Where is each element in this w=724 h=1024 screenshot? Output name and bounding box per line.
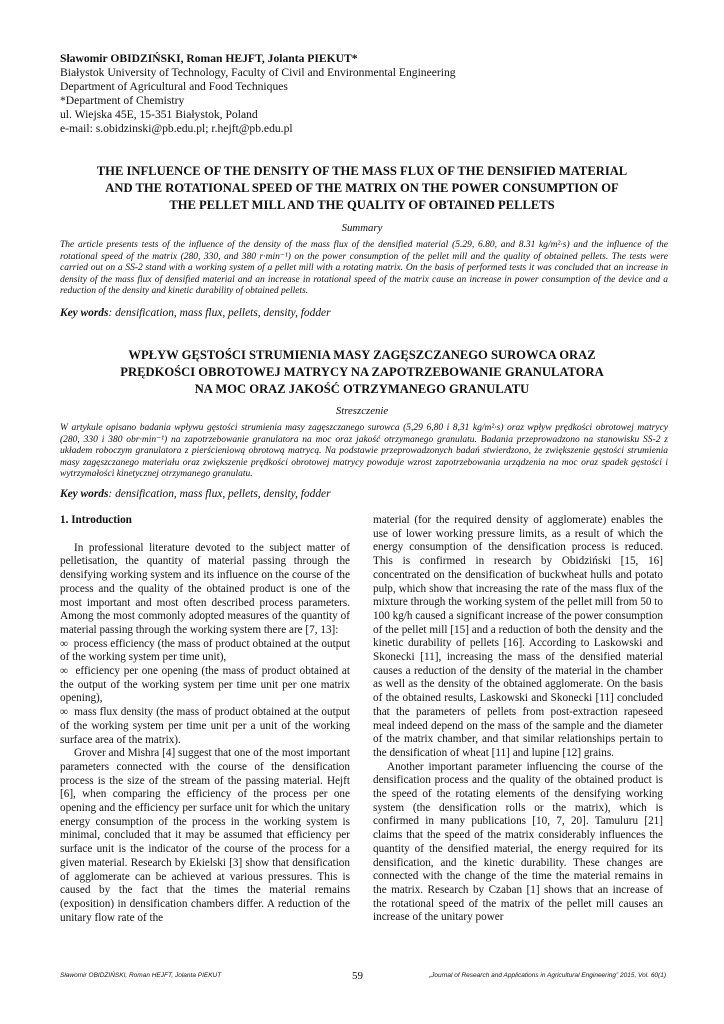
keywords-list: : densification, mass flux, pellets, density, fodder xyxy=(108,488,331,500)
infinity-bullet-icon: ∞ xyxy=(60,665,68,678)
english-title xyxy=(52,163,672,214)
english-title-line: AND THE ROTATIONAL SPEED OF THE MATRIX ON THE POWER CONSUMPTION OF xyxy=(105,181,619,195)
summary-heading: Summary xyxy=(341,222,383,234)
paragraph: Grover and Mishra [4] suggest that one of the most important parameters connected with the course of the densification process is the size of the stream of the passing material. Hejft [6], when comparing the efficiency of the process per one opening and the efficiency per surface unit for which the unitary energy consumption of the process in the working system is minimal, concluded that it may be assumed that efficiency per surface unit is the indicator of the course of the process for a given material. Research by Ekielski [3] show that densification of agglomerate can be achieved at various pressures. This is caused by the fact that the times the material remains (exposition) in densification chambers differ. A reduction of the unitary flow rate of the xyxy=(60,747,350,924)
affiliation-department: Department of Agricultural and Food Techniques xyxy=(60,80,288,93)
bullet-item xyxy=(60,665,350,706)
author-block xyxy=(60,52,670,136)
infinity-bullet-icon: ∞ xyxy=(60,706,68,719)
section-heading: 1. Introduction xyxy=(60,514,132,526)
english-keywords xyxy=(60,306,668,320)
infinity-bullet-icon: ∞ xyxy=(60,637,68,650)
polish-title-line: WPŁYW GĘSTOŚCI STRUMIENIA MASY ZAGĘSZCZANEGO SUROWCA ORAZ xyxy=(128,348,596,362)
bullet-text: process efficiency (the mass of product obtained at the output of the working system per time unit), xyxy=(60,637,351,664)
keywords-label: Key words xyxy=(60,307,109,319)
polish-title-line: NA MOC ORAZ JAKOŚĆ OTRZYMANEGO GRANULATU xyxy=(194,382,530,396)
footer-authors: Sławomir OBIDZIŃSKI, Roman HEJFT, Jolanta PIEKUT xyxy=(60,972,222,979)
streszczenie-heading: Streszczenie xyxy=(335,405,389,417)
author-email[interactable]: e-mail: s.obidzinski@pb.edu.pl; r.hejft@pb.edu.pl xyxy=(60,122,293,135)
english-abstract: The article presents tests of the influence of the density of the mass flux of the densified material (5.29, 6.80, and 8.31 kg/m²·s) and the influence of the rotational speed of the matrix (280, 330, and 380 r·min⁻¹) on the power consumption of the pellet mill and the quality of obtained pellets. The tests were carried out on a SS-2 stand with a working system of a pellet mill with a rotating matrix. On the basis of performed tests it was concluded that an increase in density of the mass flux of densified material and an increase in rotational speed of the matrix cause an increase in power consumption of the device and a reduction of the density and kinetic durability of obtained pellets. xyxy=(60,240,668,297)
right-column xyxy=(373,514,663,925)
polish-title-line: PRĘDKOŚCI OBROTOWEJ MATRYCY NA ZAPOTRZEBOWANIE GRANULATORA xyxy=(120,365,604,379)
page-number: 59 xyxy=(352,970,363,982)
keywords-list: : densification, mass flux, pellets, density, fodder xyxy=(108,307,331,319)
affiliation-university: Białystok University of Technology, Faculty of Civil and Environmental Engineering xyxy=(60,66,456,79)
author-names: Sławomir OBIDZIŃSKI, Roman HEJFT, Jolanta PIEKUT* xyxy=(60,52,358,65)
polish-title xyxy=(110,347,614,398)
bullet-text: mass flux density (the mass of product obtained at the output of the working system per time unit per a unit of the working surface area of the matrix). xyxy=(60,706,350,746)
bullet-item xyxy=(60,706,350,747)
english-title-line: THE INFLUENCE OF THE DENSITY OF THE MASS FLUX OF THE DENSIFIED MATERIAL xyxy=(96,164,628,178)
paragraph: material (for the required density of agglomerate) enables the use of lower working pressure limits, as a result of which the energy consumption of the densification process is reduced. This is confirmed in research by Obidziński [15, 16] concentrated on the densification of buckwheat hulls and potato pulp, which show that increasing the rate of the mass flux of the mixture through the working system of the pellet mill from 50 to 100 kg/h caused a significant increase of the power consumption of the pellet mill [15] and a reduction of both the density and the kinetic durability of pellets [16]. According to Laskowski and Skonecki [11], increasing the mass of the densified material causes a reduction of the density of the material in the chamber as well as the density of the obtained agglomerate. On the basis of the obtained results, Laskowski and Skonecki [11] concluded that the parameters of pellets from post-extraction rapeseed meal indeed depend on the mass of the sample and the diameter of the matrix chamber, and that similar relationships pertain to the densification of wheat [11] and lupine [12] grains. xyxy=(373,514,663,759)
polish-abstract: W artykule opisano badania wpływu gęstości strumienia masy zagęszczanego surowca (5,29 6,80 i 8,31 kg/m²·s) oraz wpływ prędkości obrotowej matrycy (280, 330 i 380 obr·min⁻¹) na zapotrzebowanie granulatora na moc oraz jakość otrzymanego granulatu. Badania przeprowadzono na stanowisku SS-2 z układem roboczym granulatora z pierścieniową obrotową matrycą. Na podstawie przeprowadzonych badań stwierdzono, że zwiększenie gęstości strumienia masy zagęszczanego materiału oraz zwiększenie prędkości obrotowej matrycy powoduje wzrost zapotrzebowania urządzenia na moc oraz spadek gęstości i wytrzymałości kinetycznej otrzymanego granulatu. xyxy=(60,423,668,480)
bullet-item xyxy=(60,638,350,665)
english-title-line: THE PELLET MILL AND THE QUALITY OF OBTAINED PELLETS xyxy=(169,198,555,212)
keywords-label: Key words xyxy=(60,488,109,500)
left-column xyxy=(60,514,350,925)
footer-journal: „Journal of Research and Applications in Agricultural Engineering” 2015, Vol. 60(1) xyxy=(428,972,666,979)
bullet-text: efficiency per one opening (the mass of product obtained at the output of the working system per time unit per one matrix opening), xyxy=(60,665,350,705)
paragraph: Another important parameter influencing the course of the densification process and the quality of the obtained product is the speed of the rotating elements of the densifying working system (the densification rolls or the matrix), which is confirmed in many publications [10, 7, 20]. Tamuluru [21] claims that the speed of the matrix considerably influences the quantity of the densified material, the energy required for its densification, and the kinetic durability. These changes are connected with the change of the time the material remains in the matrix. Research by Czaban [1] shows that an increase of the rotational speed of the matrix of the pellet mill causes an increase of the unitary power xyxy=(373,760,663,924)
author-address: ul. Wiejska 45E, 15-351 Białystok, Poland xyxy=(60,108,258,121)
affiliation-chemistry: *Department of Chemistry xyxy=(60,94,185,107)
paragraph: In professional literature devoted to the subject matter of pelletisation, the quantity of material passing through the densifying working system and its influence on the course of the process and the quality of the obtained product is one of the most important and most often described process parameters. Among the most commonly adopted measures of the quantity of material passing through the working system there are [7, 13]: xyxy=(60,541,350,636)
polish-keywords xyxy=(60,487,668,501)
